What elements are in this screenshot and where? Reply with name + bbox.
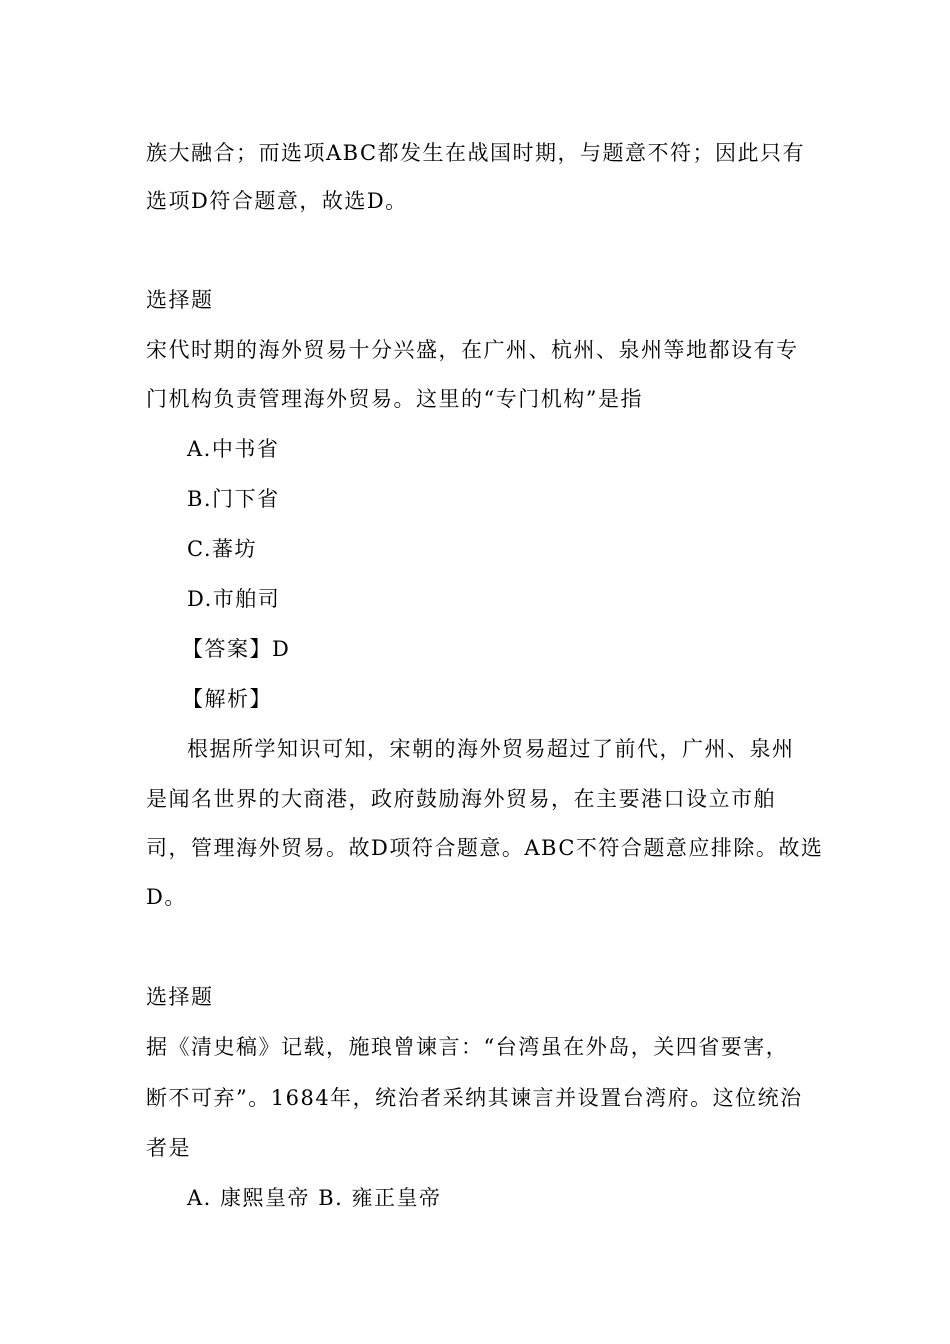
question2-stem-line-3: 者是 bbox=[146, 1136, 191, 1160]
prev-analysis-line-2: 选项D符合题意，故选D。 bbox=[146, 189, 408, 213]
analysis-line-4: D。 bbox=[146, 885, 187, 909]
question-stem-line-1: 宋代时期的海外贸易十分兴盛，在广州、杭州、泉州等地都设有专 bbox=[146, 338, 799, 362]
question-stem-line-2: 门机构负责管理海外贸易。这里的“专门机构”是指 bbox=[146, 387, 643, 411]
analysis-line-2: 是闻名世界的大商港，政府鼓励海外贸易，在主要港口设立市舶 bbox=[146, 787, 776, 811]
option-d: D.市舶司 bbox=[187, 587, 281, 611]
analysis-label: 【解析】 bbox=[182, 687, 272, 711]
option-b: B.门下省 bbox=[187, 487, 280, 511]
question-type-label: 选择题 bbox=[146, 288, 214, 312]
answer-label: 【答案】D bbox=[182, 637, 291, 661]
analysis-line-3: 司，管理海外贸易。故D项符合题意。ABC不符合题意应排除。故选 bbox=[146, 836, 824, 860]
analysis-line-1: 根据所学知识可知，宋朝的海外贸易超过了前代，广州、泉州 bbox=[187, 737, 795, 761]
option-c: C.蕃坊 bbox=[187, 537, 257, 561]
prev-analysis-line-1: 族大融合；而选项ABC都发生在战国时期，与题意不符；因此只有 bbox=[146, 141, 806, 165]
option-a: A.中书省 bbox=[187, 437, 280, 461]
question2-options-line: A. 康熙皇帝 B. 雍正皇帝 bbox=[187, 1186, 442, 1210]
question2-stem-line-1: 据《清史稿》记载，施琅曾谏言：“台湾虽在外岛，关四省要害， bbox=[146, 1035, 789, 1059]
question2-type-label: 选择题 bbox=[146, 985, 214, 1009]
question2-stem-line-2: 断不可弃”。1684年，统治者采纳其谏言并设置台湾府。这位统治 bbox=[146, 1086, 803, 1110]
